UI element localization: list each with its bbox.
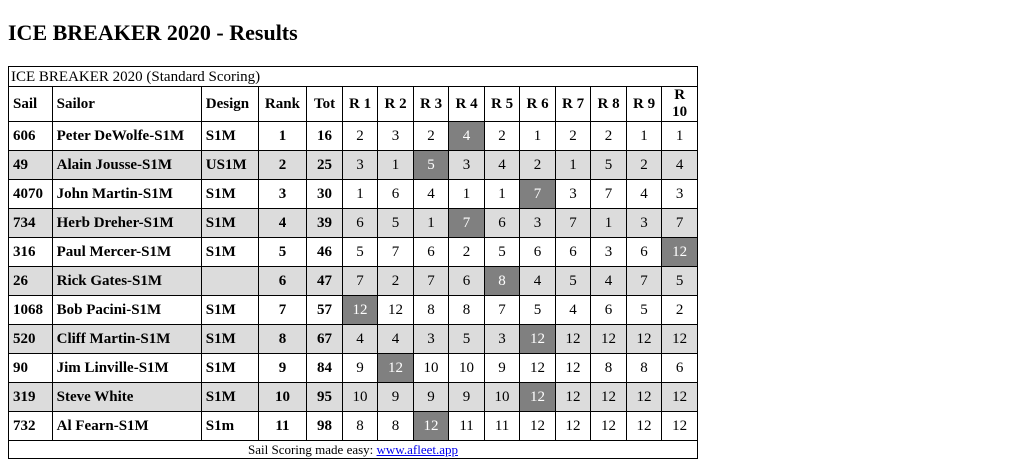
design-cell: S1M — [201, 325, 258, 354]
total-cell: 16 — [307, 122, 343, 151]
race-score: 1 — [342, 180, 378, 209]
race-score: 7 — [342, 267, 378, 296]
sail-cell: 520 — [9, 325, 53, 354]
race-score: 9 — [449, 383, 485, 412]
race-score: 7 — [378, 238, 414, 267]
race-score: 4 — [626, 180, 662, 209]
design-cell: S1M — [201, 383, 258, 412]
race-score: 8 — [626, 354, 662, 383]
race-score: 1 — [413, 209, 449, 238]
sailor-cell: Bob Pacini-S1M — [52, 296, 201, 325]
design-cell — [201, 267, 258, 296]
col-header-sail: Sail — [9, 87, 53, 122]
race-score: 4 — [378, 325, 414, 354]
sail-cell: 26 — [9, 267, 53, 296]
table-row — [9, 296, 698, 325]
sail-cell: 319 — [9, 383, 53, 412]
race-score: 5 — [555, 267, 591, 296]
rank-cell: 9 — [258, 354, 307, 383]
sailor-cell: Cliff Martin-S1M — [52, 325, 201, 354]
design-cell: S1M — [201, 180, 258, 209]
col-header-race: R 1 — [342, 87, 378, 122]
dropped-race-score: 12 — [520, 325, 556, 354]
total-cell: 30 — [307, 180, 343, 209]
rank-cell: 3 — [258, 180, 307, 209]
rank-cell: 11 — [258, 412, 307, 441]
col-header-race: R 3 — [413, 87, 449, 122]
race-score: 10 — [449, 354, 485, 383]
total-cell: 57 — [307, 296, 343, 325]
race-score: 12 — [662, 412, 698, 441]
col-header-race: R 7 — [555, 87, 591, 122]
total-cell: 84 — [307, 354, 343, 383]
design-cell: S1M — [201, 122, 258, 151]
race-score: 12 — [555, 325, 591, 354]
total-cell: 67 — [307, 325, 343, 354]
race-score: 12 — [591, 412, 627, 441]
race-score: 4 — [484, 151, 520, 180]
race-score: 2 — [626, 151, 662, 180]
race-score: 4 — [591, 267, 627, 296]
race-score: 6 — [413, 238, 449, 267]
sail-cell: 606 — [9, 122, 53, 151]
race-score: 11 — [449, 412, 485, 441]
race-score: 2 — [520, 151, 556, 180]
dropped-race-score: 7 — [520, 180, 556, 209]
race-score: 8 — [413, 296, 449, 325]
race-score: 12 — [591, 383, 627, 412]
race-score: 12 — [555, 354, 591, 383]
race-score: 4 — [662, 151, 698, 180]
table-footer — [9, 441, 698, 459]
design-cell: S1M — [201, 354, 258, 383]
race-score: 2 — [484, 122, 520, 151]
table-row — [9, 267, 698, 296]
total-cell: 39 — [307, 209, 343, 238]
race-score: 3 — [591, 238, 627, 267]
race-score: 9 — [484, 354, 520, 383]
race-score: 5 — [591, 151, 627, 180]
design-cell: S1m — [201, 412, 258, 441]
race-score: 2 — [378, 267, 414, 296]
col-header-design: Design — [201, 87, 258, 122]
table-row — [9, 180, 698, 209]
race-score: 6 — [342, 209, 378, 238]
race-score: 4 — [555, 296, 591, 325]
rank-cell: 4 — [258, 209, 307, 238]
race-score: 4 — [413, 180, 449, 209]
race-score: 8 — [342, 412, 378, 441]
race-score: 10 — [342, 383, 378, 412]
rank-cell: 8 — [258, 325, 307, 354]
race-score: 7 — [484, 296, 520, 325]
race-score: 3 — [555, 180, 591, 209]
footer-text: Sail Scoring made easy: — [248, 441, 377, 457]
table-caption: ICE BREAKER 2020 (Standard Scoring) — [9, 67, 698, 87]
race-score: 4 — [520, 267, 556, 296]
sailor-cell: Jim Linville-S1M — [52, 354, 201, 383]
race-score: 3 — [378, 122, 414, 151]
race-score: 9 — [413, 383, 449, 412]
race-score: 2 — [555, 122, 591, 151]
race-score: 5 — [484, 238, 520, 267]
table-row — [9, 354, 698, 383]
sailor-cell: Al Fearn-S1M — [52, 412, 201, 441]
race-score: 5 — [626, 296, 662, 325]
header-row — [9, 87, 698, 122]
race-score: 9 — [378, 383, 414, 412]
race-score: 3 — [662, 180, 698, 209]
sailor-cell: Rick Gates-S1M — [52, 267, 201, 296]
rank-cell: 7 — [258, 296, 307, 325]
sailor-cell: Alain Jousse-S1M — [52, 151, 201, 180]
afleet-link[interactable]: www.afleet.app — [376, 441, 458, 457]
sail-cell: 734 — [9, 209, 53, 238]
table-row — [9, 151, 698, 180]
table-row — [9, 325, 698, 354]
race-score: 5 — [378, 209, 414, 238]
col-header-sailor: Sailor — [52, 87, 201, 122]
race-score: 10 — [484, 383, 520, 412]
race-score: 5 — [342, 238, 378, 267]
race-score: 7 — [555, 209, 591, 238]
sail-cell: 49 — [9, 151, 53, 180]
race-score: 2 — [662, 296, 698, 325]
race-score: 8 — [591, 354, 627, 383]
race-score: 7 — [413, 267, 449, 296]
col-header-tot: Tot — [307, 87, 343, 122]
race-score: 12 — [626, 412, 662, 441]
race-score: 5 — [449, 325, 485, 354]
dropped-race-score: 8 — [484, 267, 520, 296]
race-score: 12 — [626, 383, 662, 412]
race-score: 3 — [484, 325, 520, 354]
total-cell: 98 — [307, 412, 343, 441]
race-score: 3 — [413, 325, 449, 354]
race-score: 2 — [342, 122, 378, 151]
race-score: 9 — [342, 354, 378, 383]
total-cell: 95 — [307, 383, 343, 412]
sail-cell: 316 — [9, 238, 53, 267]
sail-cell: 1068 — [9, 296, 53, 325]
sail-cell: 90 — [9, 354, 53, 383]
col-header-race: R 5 — [484, 87, 520, 122]
sailor-cell: Steve White — [52, 383, 201, 412]
dropped-race-score: 12 — [662, 238, 698, 267]
total-cell: 46 — [307, 238, 343, 267]
race-score: 6 — [520, 238, 556, 267]
race-score: 3 — [449, 151, 485, 180]
race-score: 7 — [662, 209, 698, 238]
race-score: 1 — [520, 122, 556, 151]
race-score: 2 — [591, 122, 627, 151]
race-score: 12 — [378, 296, 414, 325]
race-score: 1 — [449, 180, 485, 209]
race-score: 5 — [662, 267, 698, 296]
race-score: 10 — [413, 354, 449, 383]
race-score: 6 — [662, 354, 698, 383]
race-score: 12 — [520, 412, 556, 441]
race-score: 1 — [555, 151, 591, 180]
race-score: 12 — [555, 412, 591, 441]
table-row — [9, 238, 698, 267]
rank-cell: 10 — [258, 383, 307, 412]
dropped-race-score: 12 — [342, 296, 378, 325]
table-row — [9, 383, 698, 412]
race-score: 6 — [484, 209, 520, 238]
rank-cell: 5 — [258, 238, 307, 267]
dropped-race-score: 12 — [378, 354, 414, 383]
results-table — [8, 66, 698, 459]
table-row — [9, 209, 698, 238]
race-score: 7 — [626, 267, 662, 296]
design-cell: S1M — [201, 296, 258, 325]
race-score: 6 — [591, 296, 627, 325]
col-header-race: R 10 — [662, 87, 698, 122]
rank-cell: 6 — [258, 267, 307, 296]
race-score: 1 — [662, 122, 698, 151]
dropped-race-score: 7 — [449, 209, 485, 238]
rank-cell: 2 — [258, 151, 307, 180]
col-header-race: R 9 — [626, 87, 662, 122]
design-cell: S1M — [201, 238, 258, 267]
race-score: 3 — [342, 151, 378, 180]
sailor-cell: Paul Mercer-S1M — [52, 238, 201, 267]
col-header-race: R 2 — [378, 87, 414, 122]
race-score: 3 — [626, 209, 662, 238]
race-score: 6 — [626, 238, 662, 267]
race-score: 2 — [413, 122, 449, 151]
rank-cell: 1 — [258, 122, 307, 151]
race-score: 1 — [591, 209, 627, 238]
race-score: 6 — [555, 238, 591, 267]
race-score: 12 — [520, 354, 556, 383]
col-header-race: R 8 — [591, 87, 627, 122]
race-score: 7 — [591, 180, 627, 209]
race-score: 1 — [484, 180, 520, 209]
race-score: 12 — [555, 383, 591, 412]
design-cell: S1M — [201, 209, 258, 238]
race-score: 5 — [520, 296, 556, 325]
total-cell: 47 — [307, 267, 343, 296]
dropped-race-score: 12 — [520, 383, 556, 412]
race-score: 4 — [342, 325, 378, 354]
col-header-race: R 6 — [520, 87, 556, 122]
race-score: 11 — [484, 412, 520, 441]
race-score: 1 — [378, 151, 414, 180]
race-score: 12 — [591, 325, 627, 354]
dropped-race-score: 4 — [449, 122, 485, 151]
sailor-cell: Herb Dreher-S1M — [52, 209, 201, 238]
sail-cell: 732 — [9, 412, 53, 441]
sailor-cell: Peter DeWolfe-S1M — [52, 122, 201, 151]
race-score: 6 — [378, 180, 414, 209]
design-cell: US1M — [201, 151, 258, 180]
sail-cell: 4070 — [9, 180, 53, 209]
race-score: 3 — [520, 209, 556, 238]
col-header-rank: Rank — [258, 87, 307, 122]
results-body — [9, 122, 698, 441]
dropped-race-score: 12 — [413, 412, 449, 441]
total-cell: 25 — [307, 151, 343, 180]
col-header-race: R 4 — [449, 87, 485, 122]
race-score: 6 — [449, 267, 485, 296]
table-row — [9, 122, 698, 151]
dropped-race-score: 5 — [413, 151, 449, 180]
race-score: 12 — [662, 325, 698, 354]
race-score: 8 — [378, 412, 414, 441]
race-score: 12 — [626, 325, 662, 354]
race-score: 2 — [449, 238, 485, 267]
race-score: 8 — [449, 296, 485, 325]
race-score: 12 — [662, 383, 698, 412]
race-score: 1 — [626, 122, 662, 151]
page-title: ICE BREAKER 2020 - Results — [8, 20, 298, 45]
sailor-cell: John Martin-S1M — [52, 180, 201, 209]
table-row — [9, 412, 698, 441]
